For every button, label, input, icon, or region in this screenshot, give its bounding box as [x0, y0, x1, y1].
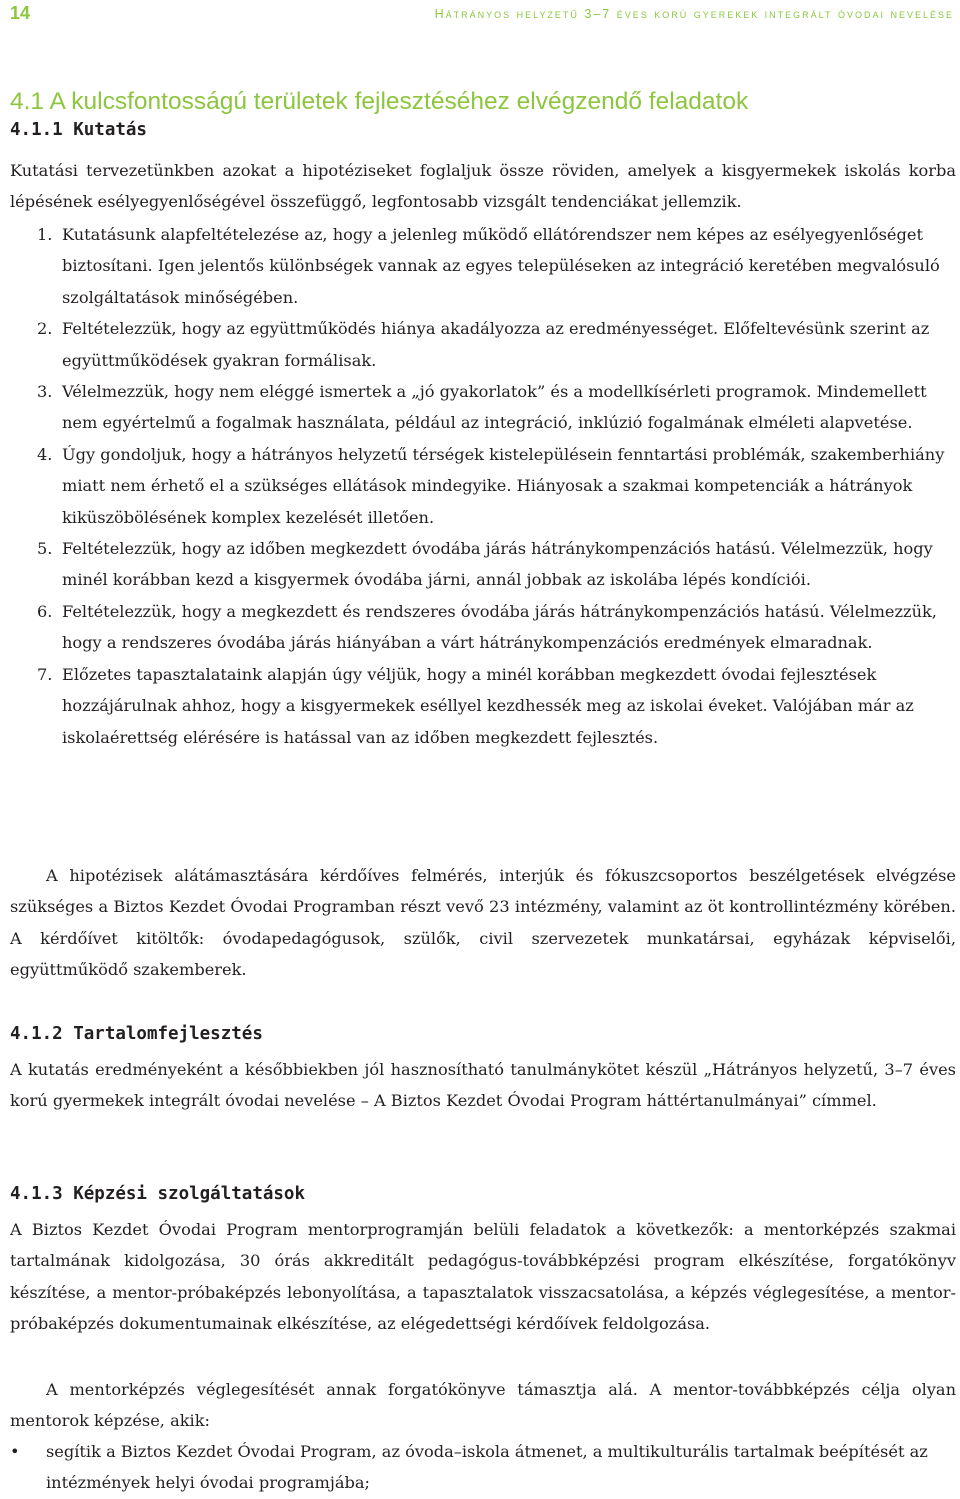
- bullet-text: segítik a Biztos Kezdet Óvodai Program, az óvoda–iskola átmenet, a multikulturális tartalmak beépítését az intézmények helyi óvodai programjába;: [46, 1442, 928, 1493]
- hypothesis-number: 2.: [37, 319, 53, 339]
- hypothesis-text: Feltételezzük, hogy az együttműködés hiánya akadályozza az eredményességet. Előfeltevésünk szerint az együttműködések gyakran formálisak.: [62, 319, 930, 370]
- hypothesis-item: [37, 533, 954, 596]
- hypothesis-number: 3.: [37, 382, 53, 402]
- content-dev-paragraph: A kutatás eredményeként a későbbiekben jól hasznosítható tanulmánykötet készül „Hátrányos helyzetű, 3–7 éves korú gyermekek integrált óvodai nevelése – A Biztos Kezdet Óvodai Program háttértanulmányai” címmel.: [10, 1060, 956, 1111]
- hypothesis-item: [37, 376, 954, 439]
- hypothesis-item: [37, 596, 954, 659]
- hypothesis-item: [37, 659, 954, 753]
- hypothesis-number: 4.: [37, 444, 53, 464]
- content-dev-heading: 4.1.2 Tartalomfejlesztés: [10, 1024, 263, 1044]
- research-support-paragraph: A hipotézisek alátámasztására kérdőíves felmérés, interjúk és fókuszcsoportos beszélgetések elvégzése szükséges a Biztos Kezdet Óvodai Programban részt vevő 23 intézmény, valamint az öt kontrollintézmény körében. A kérdőívet kitöltők: óvodapedagógusok, szülők, civil szervezetek munkatársai, egyházak képviselői, együttműködő szakemberek.: [10, 866, 956, 980]
- hypothesis-number: 1.: [37, 225, 53, 244]
- page-number: 14: [10, 3, 31, 23]
- hypothesis-text: Előzetes tapasztalataink alapján úgy véljük, hogy a minél korábban megkezdett óvodai fejlesztések hozzájárulnak ahhoz, hogy a kisgyermekek eséllyel kezdhessék meg az iskolai éveket. Valójában már az iskolaérettség elérésére is hatással van az időben megkezdett fejlesztés.: [62, 664, 914, 747]
- hypothesis-number: 5.: [37, 539, 53, 559]
- hypothesis-number: 7.: [37, 664, 53, 684]
- hypothesis-number: 6.: [37, 601, 53, 621]
- hypothesis-item: [37, 219, 954, 313]
- bullet-item: [10, 1436, 950, 1499]
- hypothesis-text: Feltételezzük, hogy a megkezdett és rendszeres óvodába járás hátránykompenzációs hatású. Vélelmezzük, hogy a rendszeres óvodába járás hiányában a várt hátránykompenzációs eredmények elmaradnak.: [62, 601, 937, 653]
- page-header: [0, 0, 960, 40]
- section-title: 4.1 A kulcsfontosságú területek fejlesztéséhez elvégzendő feladatok: [10, 88, 749, 115]
- running-title: Hátrányos helyzetű 3–7 éves korú gyerekek integrált óvodai nevelése: [434, 7, 954, 21]
- training-paragraph-1: A Biztos Kezdet Óvodai Program mentorprogramján belüli feladatok a következők: a mentorképzés szakmai tartalmának kidolgozása, 30 órás akkreditált pedagógus-továbbképzési program elkészítése, forgatókönyv készítése, a mentor-próbaképzés lebonyolítása, a tapasztalatok visszacsatolása, a képzés véglegesítése, a mentor-próbaképzés dokumentumainak elkészítése, az elégedettségi kérdőívek feldolgozása.: [10, 1220, 956, 1334]
- hypothesis-text: Feltételezzük, hogy az időben megkezdett óvodába járás hátránykompenzációs hatású. Vélelmezzük, hogy minél korábban kezd a kisgyermek óvodába járni, annál jobbak az iskolába lépés kondíciói.: [62, 539, 933, 590]
- hypothesis-item: [37, 313, 954, 376]
- hypotheses-list: [37, 219, 954, 753]
- bullet-mark: •: [10, 1442, 20, 1461]
- hypothesis-text: Kutatásunk alapfeltételezése az, hogy a jelenleg működő ellátórendszer nem képes az esélyegyenlőséget biztosítani. Igen jelentős különbségek vannak az egyes településeken az integráció keretében megvalósuló szolgáltatások minőségében.: [62, 225, 940, 307]
- hypothesis-text: Vélelmezzük, hogy nem eléggé ismertek a „jó gyakorlatok” és a modellkísérleti programok. Mindemellett nem egyértelmű a fogalmak használata, például az integráció, inklúzió fogalmának elméleti alapvetése.: [62, 382, 927, 433]
- research-intro: Kutatási tervezetünkben azokat a hipotéziseket foglaljuk össze röviden, amelyek a kisgyermekek iskolás korba lépésének esélyegyenlőségével összefüggő, legfontosabb vizsgált tendenciákat jellemzik.: [10, 161, 956, 212]
- hypothesis-item: [37, 439, 954, 533]
- hypothesis-text: Úgy gondoljuk, hogy a hátrányos helyzetű térségek kistelepülésein fenntartási problémák, szakemberhiány miatt nem érhető el a szükséges ellátások mindegyike. Hiányosak a szakmai kompetenciák a hátrányok kiküszöbölésének komplex kezelését illetően.: [62, 444, 945, 527]
- training-paragraph-2: A mentorképzés véglegesítését annak forgatókönyve támasztja alá. A mentor-továbbképzés célja olyan mentorok képzése, akik:: [10, 1380, 956, 1431]
- research-heading: 4.1.1 Kutatás: [10, 120, 147, 140]
- training-heading: 4.1.3 Képzési szolgáltatások: [10, 1184, 306, 1204]
